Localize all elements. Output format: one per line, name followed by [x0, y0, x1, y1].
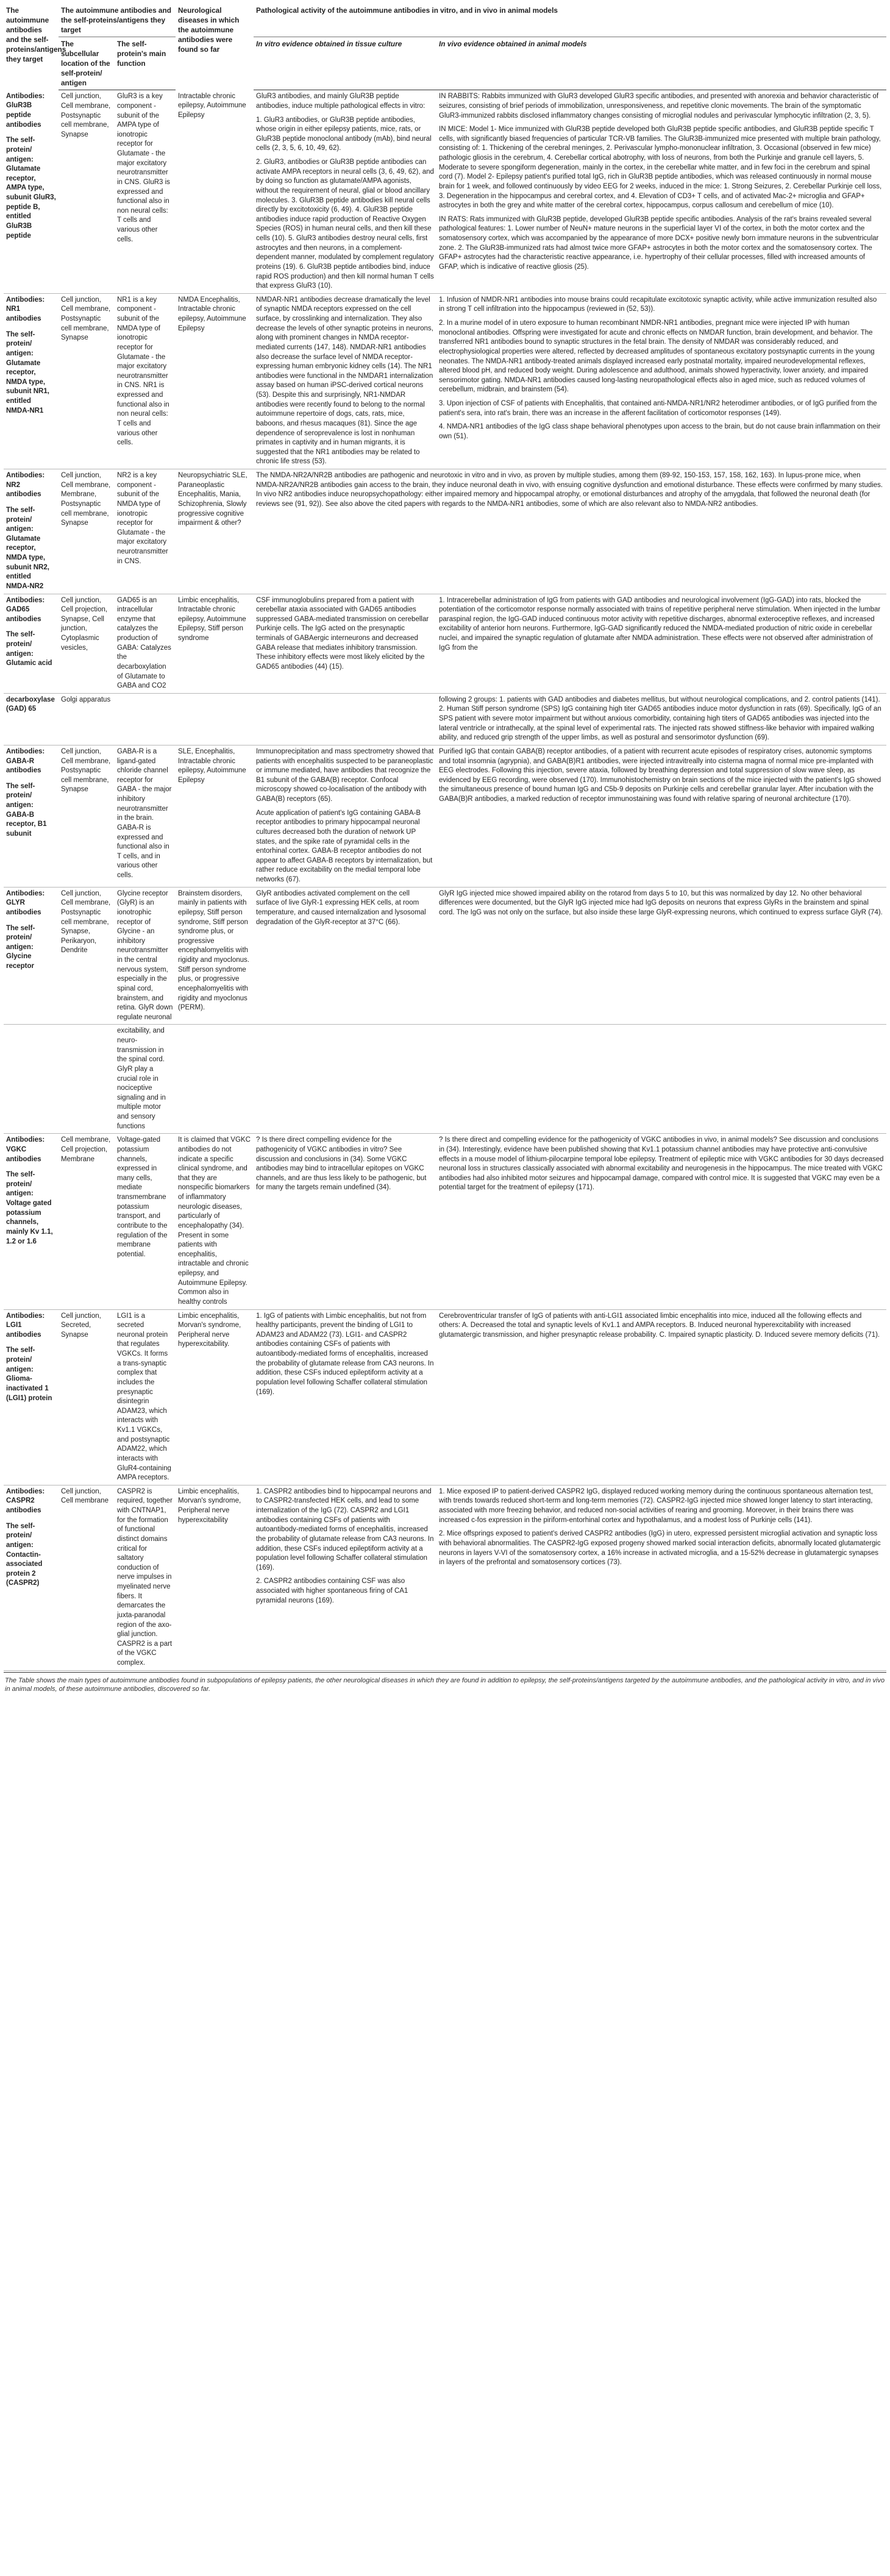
antibody-cell [4, 887, 59, 1025]
antibody-name: Antibodies: CASPR2 antibodies [6, 1487, 45, 1514]
paragraph: 1. Infusion of NMDR-NR1 antibodies into mouse brains could recapitulate excitotoxic synaptic activity, while active immunization resulted also in strong T cell infiltration into the hippocampus (reviewed in (52, 53)). [439, 296, 877, 313]
function-cell: GluR3 is a key component - subunit of the AMPA type of ionotropic receptor for Glutamate - the major excitatory neurotransmitter in CNS. GluR3 is expressed and functional also in non neural cells: T cells and various other cells. [115, 90, 176, 294]
antibody-name: Antibodies: GluR3B peptide antibodies [6, 92, 45, 129]
antibody-cell [4, 1134, 59, 1309]
header-antibody-group [59, 4, 176, 37]
in-vivo-cell [436, 1134, 886, 1309]
header-function: The self-protein's main function [115, 37, 176, 90]
header-row-sub [4, 37, 886, 90]
header-pathology-group: Pathological activity of the autoimmune antibodies in vitro, and in vivo in animal models [254, 4, 886, 37]
antibody-cell [4, 693, 59, 745]
antigen-name: The self-protein/ antigen: Glioma-inactivated 1 (LGI1) protein [6, 1347, 52, 1402]
function-cell: excitability, and neuro-transmission in the spinal cord. GlyR play a crucial role in nociceptive signaling and in multiple motor and sensory functions [115, 1025, 176, 1134]
in-vitro-cell [254, 90, 436, 294]
antibody-name: Antibodies: NR2 antibodies [6, 472, 45, 499]
location-cell: Cell junction, Secreted, Synapse [59, 1309, 115, 1485]
antibody-cell [4, 1025, 59, 1134]
paragraph: Acute application of patient's IgG containing GABA-B receptor antibodies to primary hippocampal neuronal cultures decreased both the duration of network UP states, and the spike rate of pyramidal cells in the entorhinal cortex. GABA-B receptor antibodies do not appear to affect GABA-B receptors by internalization, but rather reduce excitability on the medial temporal lobe networks (67). [256, 809, 433, 883]
antibody-cell [4, 1309, 59, 1485]
table-row [4, 293, 886, 469]
table-row [4, 1025, 886, 1134]
in-vitro-cell [254, 293, 436, 469]
paragraph: 2. CASPR2 antibodies containing CSF was also associated with higher spontaneous firing of CA1 pyramidal neurons (169). [256, 1578, 408, 1604]
in-vitro-cell [254, 887, 436, 1025]
paragraph: 2. Mice offsprings exposed to patient's derived CASPR2 antibodies (IgG) in utero, expressed persistent microglial activation and synaptic loss with behavioral abnormalities. The CASPR2-IgG exposed progeny showed marked social interaction deficits, abnormally located glutamatergic neurons in layers V-VI of the somatosensory cortex, a 16% increase in activated microglia, and a 15-52% decrease in glutamatergic synapses in layers of the prefrontal and somatosensory cortices (73). [439, 1530, 881, 1567]
paragraph: 4. NMDA-NR1 antibodies of the IgG class shape behavioral phenotypes upon access to the brain, but do not cause brain inflammation on their own (51). [439, 423, 881, 440]
diseases-cell: Brainstem disorders, mainly in patients with epilepsy, Stiff person syndrome, Stiff person syndrome plus, or progressive encephalomyelitis with rigidity and myoclonus. Stiff person syndrome plus, or progressive encephalomyelitis with rigidity and myoclonus (PERM). [176, 887, 254, 1025]
function-cell: LGI1 is a secreted neuronal protein that regulates VGKCs. It forms a trans-synaptic complex that includes the presynaptic disintegrin ADAM23, which interacts with Kv1.1 VGKCs, and postsynaptic ADAM22, which interacts with GluR4-containing AMPA receptors. [115, 1309, 176, 1485]
in-vivo-cell [436, 1309, 886, 1485]
location-cell: Cell membrane, Cell projection, Membrane [59, 1134, 115, 1309]
diseases-cell: SLE, Encephalitis, Intractable chronic epilepsy, Autoimmune Epilepsy [176, 745, 254, 887]
header-row-group [4, 4, 886, 37]
antigen-name: The self-protein/ antigen: Glutamate receptor, AMPA type, subunit GluR3, peptide B, entitled GluR3B peptide [6, 137, 56, 240]
paragraph: 1. Mice exposed IP to patient-derived CASPR2 IgG, displayed reduced working memory during the continuous spontaneous alternation test, with trends towards reduced short-term and long-term memories (72). CASPR2-IgG injected mice showed longer latency to start interacting, associated with more freezing behavior, and reduced non-social activities of rearing and grooming. Moreover, in their brains there was increased c-fos expression in the piriform-entorhinal cortex and hypothalamus, and a modest loss of Purkinje cells (141). [439, 1487, 873, 1524]
paragraph: NMDAR-NR1 antibodies decrease dramatically the level of synaptic NMDA receptors expressed on the cell surface, by crosslinking and internalization. They also decrease the levels of other synaptic proteins in neurons, along with prominent changes in NMDA receptor-mediated currents (147, 148). NMDAR-NR1 antibodies also decrease the surface level of NMDA receptor-expressing human embryonic kidney cells (14). The NR1 antibodies were functional in the NMDAR1 internalization assay based on human iPSC-derived cortical neurons (53). Despite this and surprisingly, NR1-NMDAR antibodies were recently found to belong to the normal autoimmune repertoire of dogs, cats, rats, mice, baboons, and rhesus macaques (81). Since the age dependence of seroprevalence is lost in nonhuman primates in captivity and in human migrants, it is suggested that the NR1 antibodies may be related to chronic life stress (53). [256, 296, 433, 466]
antibody-name: Antibodies: GLYR antibodies [6, 889, 45, 916]
paragraph: CSF immunoglobulins prepared from a patient with cerebellar ataxia associated with GAD65 antibodies suppressed GABA-mediated transmission on cerebellar Purkinje cells. The IgG acted on the presynaptic terminals of GABAergic interneurons and decreased GABA release that mediates inhibitory transmission. These inhibitory effects were most likely elicited by the GAD65 antibodies (44) (15). [256, 596, 429, 671]
paragraph: ? Is there direct and compelling evidence for the pathogenicity of VGKC antibodies in vivo, in animal models? See discussion and conclusions in (34). Interestingly, evidence have been published showing that Kv1.1 potassium channel antibodies may have protective anti-convulsive effects in a mouse model of lithium-pilocarpine temporal lobe epilepsy. Treatment of epileptic mice with VGKC antibodies for 30 days decreased neuronal loss in structures classically associated with abnormal excitability and neurogenesis in the hippocampus. The mice treated with VGKC antibodies had also inhibited motor seizures and hippocampal damage, compared with control mice. It is suggested that VGKC may even be a potential target for the treatment of epilepsy (171). [439, 1136, 884, 1192]
paragraph: Immunoprecipitation and mass spectrometry showed that patients with encephalitis suspected to be paraneoplastic or immune mediated, have antibodies that recognize the B1 subunit of the GABA(B) receptor. Confocal microscopy showed co-localisation of the antibody with GABA(B) receptors (65). [256, 747, 434, 803]
paragraph: GlyR antibodies activated complement on the cell surface of live GlyR-1 expressing HEK cells, at room temperature, and caused internalization and lysosomal degradation of the GlyR-receptor at 37°C (66). [256, 889, 426, 926]
in-vitro-cell [254, 1025, 436, 1134]
location-cell: Cell junction, Cell projection, Synapse, Cell junction, Cytoplasmic vesicles, [59, 594, 115, 693]
diseases-cell: Limbic encephalitis, Intractable chronic epilepsy, Autoimmune Epilepsy, Stiff person syndrome [176, 594, 254, 693]
antibody-name: Antibodies: GAD65 antibodies [6, 596, 45, 623]
location-cell: Golgi apparatus [59, 693, 115, 745]
location-cell: Cell junction, Cell membrane [59, 1485, 115, 1670]
autoantibody-table [4, 4, 886, 1671]
header-location: The subcellular location of the self-protein/ antigen [59, 37, 115, 90]
diseases-cell: NMDA Encephalitis, Intractable chronic epilepsy, Autoimmune Epilepsy [176, 293, 254, 469]
header-in-vivo: In vivo evidence obtained in animal models [436, 37, 886, 90]
antibody-cell [4, 745, 59, 887]
in-vivo-cell [436, 293, 886, 469]
location-cell: Cell junction, Cell membrane, Postsynaptic cell membrane, Synapse [59, 90, 115, 294]
paragraph: 1. CASPR2 antibodies bind to hippocampal neurons and to CASPR2-transfected HEK cells, and lead to some internalization of the IgG (72). CASPR2 and LGI1 antibodies containing CSFs of patients with autoantibody-mediated forms of encephalitis, increased the probability of glutamate release from CA3 neurons. In addition, these CSFs induced epileptiform activity at a population level following Schaffer collateral stimulation (169). [256, 1487, 434, 1571]
function-cell: GAD65 is an intracellular enzyme that catalyzes the production of GABA: Catalyzes the decarboxylation of Glutamate to GABA and CO2 [115, 594, 176, 693]
paragraph: IN RABBITS: Rabbits immunized with GluR3 developed GluR3 specific antibodies, and presented with anorexia and behavior characteristic of seizures, consisting of brief periods of immobilization, unresponsiveness, and repetitive clonic movements. The brain of the symptomatic GluR3-immunized rabbits disclosed inflammatory changes consisting of microglial nodules and perivascular lymphocytic infiltration (2, 3, 5). [439, 93, 879, 119]
diseases-cell [176, 1025, 254, 1134]
header-group-label: The autoimmune antibodies and the self-proteins/antigens they target [61, 6, 171, 35]
table-row [4, 594, 886, 693]
antibody-name: Antibodies: LGI1 antibodies [6, 1312, 45, 1339]
paragraph: 1. Intracerebellar administration of IgG from patients with GAD antibodies and neurological involvement (IgG-GAD) into rats, blocked the potentiation of the corticomotor response normally associated with trains of repetitive peripheral nerve stimulation. When injected in the lumbar paraspinal region, the IgG-GAD induced continuous motor activity with repetitive discharges, abnormal exteroceptive reflexes, and increased excitability of anterior horn neurons. Furthermore, IgG-GAD significantly reduced the NMDA-mediated production of nitric oxide in cerebellar nuclei, and impaired the synaptic regulation of glutamate after NMDA administration. These effects were not observed after administration of IgG from the [439, 596, 881, 652]
paragraph: IN MICE: Model 1- Mice immunized with GluR3B peptide developed both GluR3B peptide specific antibodies, and GluR3B peptide specific T cells, with significantly biased frequencies of particular TCR-VB families. The GluR3B-immunized mice presented with multiple brain pathology, consisting of: 1. Thickening of the cerebral meninges, 2. Perivascular lympho-mononuclear infiltration, 3. Occasional (observed in few mice) pathologic gliosis in the cerebrum, 4. Cerebellar cortical abotrophy, with loss of neurons, from both the Purkinje and granule cell layers, 5. Moderate to severe spongiform degeneration, mainly in the cortex, in the cerebellar white matter, and in few foci in the cerebrum and spinal cord (7). Model 2- Epilepsy patient's purified total IgG, rich in GluR3B peptide antibodies, which was released continuously in normal mouse brain for 1 week, and followed continuously by video EEG for 2 weeks, induced in the mice: 1. Strong Seizures, 2. Cerebellar Purkinje cell loss, 3. Degeneration in the hippocampus and cerebral cortex, and 4. Elevation of CD3+ T cells, and of activated Mac-2+ microglia and GFAP+ astrocytes in both the grey and white matter of the cerebral cortex, hippocampus, corpus callosum and cerebellum of mice (10). [439, 126, 882, 210]
antigen-name: The self-protein/ antigen: Glutamic acid [6, 631, 52, 667]
in-vitro-cell [254, 1485, 436, 1670]
antigen-name: The self-protein/ antigen: GABA-B receptor, B1 subunit [6, 782, 47, 838]
antibody-cell [4, 1485, 59, 1670]
paragraph: The NMDA-NR2A/NR2B antibodies are pathogenic and neurotoxic in vitro and in vivo, as proven by multiple studies, among them (89-92, 150-153, 157, 158, 162, 163). In lupus-prone mice, when NMDA-NR2A/NR2B antibodies gain access to the brain, they induce neuronal death in vivo, with ensuing cognitive dysfunction and emotional disturbance. These effects were confirmed by many studies. In vivo NR2 antibodies induce neuropsychopathology: either impaired memory and hippocampal atrophy, or emotional disturbances and atrophy of the amygdala, that followed the neuronal death (for reviews see (91, 92)). See also above the cited papers with regards to the NMDA-NR1 antibodies, some of which are also relevant also to NMDA-NR2 antibodies. [256, 472, 883, 508]
antigen-name: The self-protein/ antigen: Voltage gated potassium channels, mainly Kv 1.1, 1.2 or 1.6 [6, 1171, 53, 1245]
antibody-cell [4, 293, 59, 469]
header-in-vitro: In vitro evidence obtained in tissue culture [254, 37, 436, 90]
antibody-name: Antibodies: VGKC antibodies [6, 1136, 45, 1163]
header-diseases: Neurological diseases in which the autoimmune antibodies were found so far [178, 6, 240, 54]
table-row [4, 887, 886, 1025]
location-cell: Cell junction, Cell membrane, Postsynaptic cell membrane, Synapse, Perikaryon, Dendrite [59, 887, 115, 1025]
in-vivo-cell [436, 745, 886, 887]
function-cell: GABA-R is a ligand-gated chloride channel receptor for GABA - the major inhibitory neurotransmitter in the brain. GABA-R is expressed and functional also in T cells, and in various other cells. [115, 745, 176, 887]
diseases-cell: Limbic encephalitis, Morvan's syndrome, Peripheral nerve hyperexcitability [176, 1485, 254, 1670]
paragraph: Cerebroventricular transfer of IgG of patients with anti-LGI1 associated limbic encephalitis into mice, induced all the following effects and others: A. Decreased the total and synaptic levels of Kv1.1 and AMPA receptors. B. Induced neuronal hyperexcitability with increased glutamatergic transmission, and higher presynaptic release probability. C. Impaired synaptic plasticity. D. Induced severe memory deficits (71). [439, 1312, 880, 1339]
antibody-name: Antibodies: NR1 antibodies [6, 296, 45, 322]
paragraph: 2. GluR3, antibodies or GluR3B peptide antibodies can activate AMPA receptors in neural cells (3, 6, 49, 62), and by doing so function as glutamate/AMPA agonists, without the requirement of neural, glial or blood ancillary molecules. 3. GluR3B peptide antibodies kill neural cells directly by excitotoxicity (6, 49). 4. GluR3B peptide antibodies induce rapid production of Reactive Oxygen Species (ROS) in human neural cells, and then kill these cells (10). 5. GluR3 antibodies destroy neural cells, first astrocytes and then neurons, in a complement-dependent manner, modulated by complement regulatory proteins (19). 6. GluR3B peptide antibodies bind, induce rapid ROS production) and then kill normal human T cells that express GluR3 (10). [256, 158, 434, 290]
in-vivo-cell [436, 1025, 886, 1134]
table-row [4, 693, 886, 745]
paragraph: ? Is there direct compelling evidence for the pathogenicity of VGKC antibodies in vitro? See discussion and conclusions in (34). Some VGKC antibodies may bind to intracellular epitopes on VGKC channels, and are thus less likely to be pathogenic, but for many the targets remain undefined (34). [256, 1136, 427, 1192]
table-row [4, 1485, 886, 1670]
header-antibody: The autoimmune antibodies and the self-proteins/antigens they target [6, 6, 66, 64]
paragraph: 1. GluR3 antibodies, or GluR3B peptide antibodies, whose origin in either epilepsy patients, mice, rats, or GluR3B peptide monoclonal antibody (mAb), bind neural cells (2, 3, 5, 6, 10, 49, 62). [256, 116, 432, 152]
in-vivo-cell [436, 90, 886, 294]
antigen-name: The self-protein/ antigen: Glutamate receptor, NMDA type, subunit NR1, entitled NMDA-NR1 [6, 330, 49, 415]
antigen-name: The self-protein/ antigen: Glycine receptor [6, 924, 35, 970]
paragraph: 1. IgG of patients with Limbic encephalitis, but not from healthy participants, prevent the binding of LGI1 to ADAM23 and ADAM22 (73). LGI1- and CASPR2 antibodies containing CSFs of patients with autoantibody-mediated forms of encephalitis, increased the probability of glutamate release from CA3 neurons. In addition, these CSFs induced epileptiform activity at a population level following Schaffer collateral stimulation (169). [256, 1312, 434, 1396]
antigen-name: The self-protein/ antigen: Glutamate receptor, NMDA type, subunit NR2, entitled NMDA-NR2 [6, 506, 49, 590]
function-cell: NR1 is a key component - subunit of the NMDA type of ionotropic receptor for Glutamate - the major excitatory neurotransmitter in CNS. NR1 is expressed and functional also in non neural cells: T cells and various other cells. [115, 293, 176, 469]
table-row [4, 1309, 886, 1485]
paragraph: following 2 groups: 1. patients with GAD antibodies and diabetes mellitus, but without neurological complications, and 2. control patients (141). 2. Human Stiff person syndrome (SPS) IgG containing high titer GAD65 antibodies induce motor dysfunction in rats (69). Specifically, IgG of an SPS patient with severe motor impairment but without anxious comorbidity, containing high titers of GAD65 antibodies was injected into the lateral ventricle or intrathecally, at the spinal level of experimental rats. The injected rats showed stiffness-like behavior with impaired walking ability, and reduced grip strength of the upper limbs, as well as postural and sensorimotor dysfunction (69). [439, 696, 881, 742]
antibody-name: Antibodies: GABA-R antibodies [6, 747, 45, 775]
function-cell: CASPR2 is required, together with CNTNAP1, for the formation of functional distinct domains critical for saltatory conduction of nerve impulses in myelinated nerve fibers. It demarcates the juxta-paranodal region of the axo-glial junction. CASPR2 is a part of the VGKC complex. [115, 1485, 176, 1670]
table-footnote: The Table shows the main types of autoimmune antibodies found in subpopulations of epilepsy patients, the other neurological diseases in which they are found in addition to epilepsy, the self-proteins/antigens targeted by the autoimmune antibodies, and the pathological activity in vitro, and in vivo in animal models, of these autoimmune antibodies, discovered so far. [4, 1672, 886, 1695]
diseases-cell: Intractable chronic epilepsy, Autoimmune Epilepsy [176, 90, 254, 294]
in-vitro-cell [254, 745, 436, 887]
paragraph: Purified IgG that contain GABA(B) receptor antibodies, of a patient with recurrent acute episodes of respiratory crises, autonomic symptoms and total insomnia (agrypnia), and GABA(B)R1 antibodies, were injected intravitreally into cisterna magna of normal mice pre-implanted with EEG electrodes. Following this injection, severe ataxia, followed by breathing depression and total suppression of slow wave sleep, as evidenced by EEG recording, were observed (170). Immunohistochemistry on brain sections of the mice injected with the patient's IgG showed the simultaneous presence of bound human IgG and C5b-9 deposits on Purkinje cells and cerebellar granular layer. After incubation with the GABA(B)R antibodies, a marked reduction of receptor immunostaining was found with relative sparing of neuronal architecture (170). [439, 747, 881, 803]
function-cell: NR2 is a key component - subunit of the NMDA type of ionotropic receptor for Glutamate - the major excitatory neurotransmitter in CNS. [115, 469, 176, 594]
diseases-cell: It is claimed that VGKC antibodies do not indicate a specific clinical syndrome, and that they are nonspecific biomarkers of inflammatory neurologic diseases, particularly of encephalopathy (34). Present in some patients with encephalitis, intractable and chronic epilepsy, and Autoimmune Epilepsy. Common also in healthy controls [176, 1134, 254, 1309]
antigen-name: decarboxylase (GAD) 65 [6, 696, 55, 713]
function-cell: Glycine receptor (GlyR) is an ionotrophic receptor of Glycine - an inhibitory neurotransmitter in the central nervous system, especially in the spinal cord, brainstem, and retina. GlyR down regulate neuronal [115, 887, 176, 1025]
paragraph: 3. Upon injection of CSF of patients with Encephalitis, that contained anti-NMDA-NR1/NR2 heterodimer antibodies, or of IgG purified from the patient's sera, into rat's brain, there was an increase in the afferent facilitation of corticomotor responses (149). [439, 400, 877, 417]
table-row [4, 469, 886, 594]
paragraph: GluR3 antibodies, and mainly GluR3B peptide antibodies, induce multiple pathological effects in vitro: [256, 93, 425, 110]
table-row [4, 1134, 886, 1309]
diseases-cell: Neuropsychiatric SLE, Paraneoplastic Encephalitis, Mania, Schizophrenia, Slowly progressive cognitive impairment & other? [176, 469, 254, 594]
function-cell: Voltage-gated potassium channels, expressed in many cells, mediate transmembrane potassium transport, and contribute to the regulation of the membrane potential. [115, 1134, 176, 1309]
antibody-cell [4, 469, 59, 594]
table-row [4, 90, 886, 294]
location-cell [59, 1025, 115, 1134]
location-cell: Cell junction, Cell membrane, Postsynaptic cell membrane, Synapse [59, 293, 115, 469]
table-row [4, 745, 886, 887]
antibody-cell [4, 594, 59, 693]
diseases-cell [176, 693, 254, 745]
in-vitro-cell [254, 693, 436, 745]
combined-evidence-cell [254, 469, 886, 594]
in-vitro-cell [254, 1134, 436, 1309]
antibody-cell [4, 90, 59, 294]
function-cell [115, 693, 176, 745]
location-cell: Cell junction, Cell membrane, Postsynaptic cell membrane, Synapse [59, 745, 115, 887]
in-vivo-cell [436, 887, 886, 1025]
antigen-name: The self-protein/ antigen: Contactin-associated protein 2 (CASPR2) [6, 1522, 43, 1587]
in-vitro-cell [254, 1309, 436, 1485]
paragraph: GlyR IgG injected mice showed impaired ability on the rotarod from days 5 to 10, but this was normalized by day 12. No other behavioral differences were documented, but the GlyR IgG injected mice had IgG deposits on neurons that express GlyRs in the brainstem and spinal cord. The IgG was not only on the surface, but also inside these large GlyR-expressing neurons, which continued to express surface GlyR (74). [439, 889, 883, 916]
paragraph: 2. In a murine model of in utero exposure to human recombinant NMDR-NR1 antibodies, pregnant mice were injected IP with human monoclonal antibodies. Offspring were investigated for acute and chronic effects on NMDAR function, brain development, and behavior. The transferred NR1 antibodies bound to synaptic structures in the fetal brain. The density of NMDAR was considerably reduced, and electrophysiological properties were altered, reflected by decreased amplitudes of spontaneous excitatory postsynaptic currents in the young neonates. The NMDA-NR1 antibody-treated animals displayed increased early postnatal mortality, impaired neurodevelopmental reflexes, altered blood pH, and reduced body weight. During adolescence and adulthood, animals showed hyperactivity, lower anxiety, and impaired sensorimotor gating. NMDA-NR1 antibodies caused long-lasting neuropathological effects also in aged mice, such as reduced volumes of cerebellum, midbrain, and brainstem (54). [439, 319, 875, 394]
in-vivo-cell [436, 693, 886, 745]
paragraph: IN RATS: Rats immunized with GluR3B peptide, developed GluR3B peptide specific antibodies. Analysis of the rat's brains revealed several pathological features: 1. Lower number of NeuN+ mature neurons in the superficial layer VI of the cortex, in both the motor cortex and the somatosensory cortex, which was accompanied by the appearance of more DCX+ positive newly born immature neurons in the subventricular zone. 2. The GluR3B-immunized rats had almost twice more GFAP+ astrocytes in both the motor cortex and the somatosensory cortex. The GFAP+ astrocytes had the characteristic reactive appearance, i.e. hypertrophy of their cellular processes, filled with increased amounts of GFAP, which is indicative of reactive gliosis (25). [439, 215, 879, 271]
in-vitro-cell [254, 594, 436, 693]
in-vivo-cell [436, 1485, 886, 1670]
diseases-cell: Limbic encephalitis, Morvan's syndrome, Peripheral nerve hyperexcitability. [176, 1309, 254, 1485]
in-vivo-cell [436, 594, 886, 693]
location-cell: Cell junction, Cell membrane, Membrane, Postsynaptic cell membrane, Synapse [59, 469, 115, 594]
